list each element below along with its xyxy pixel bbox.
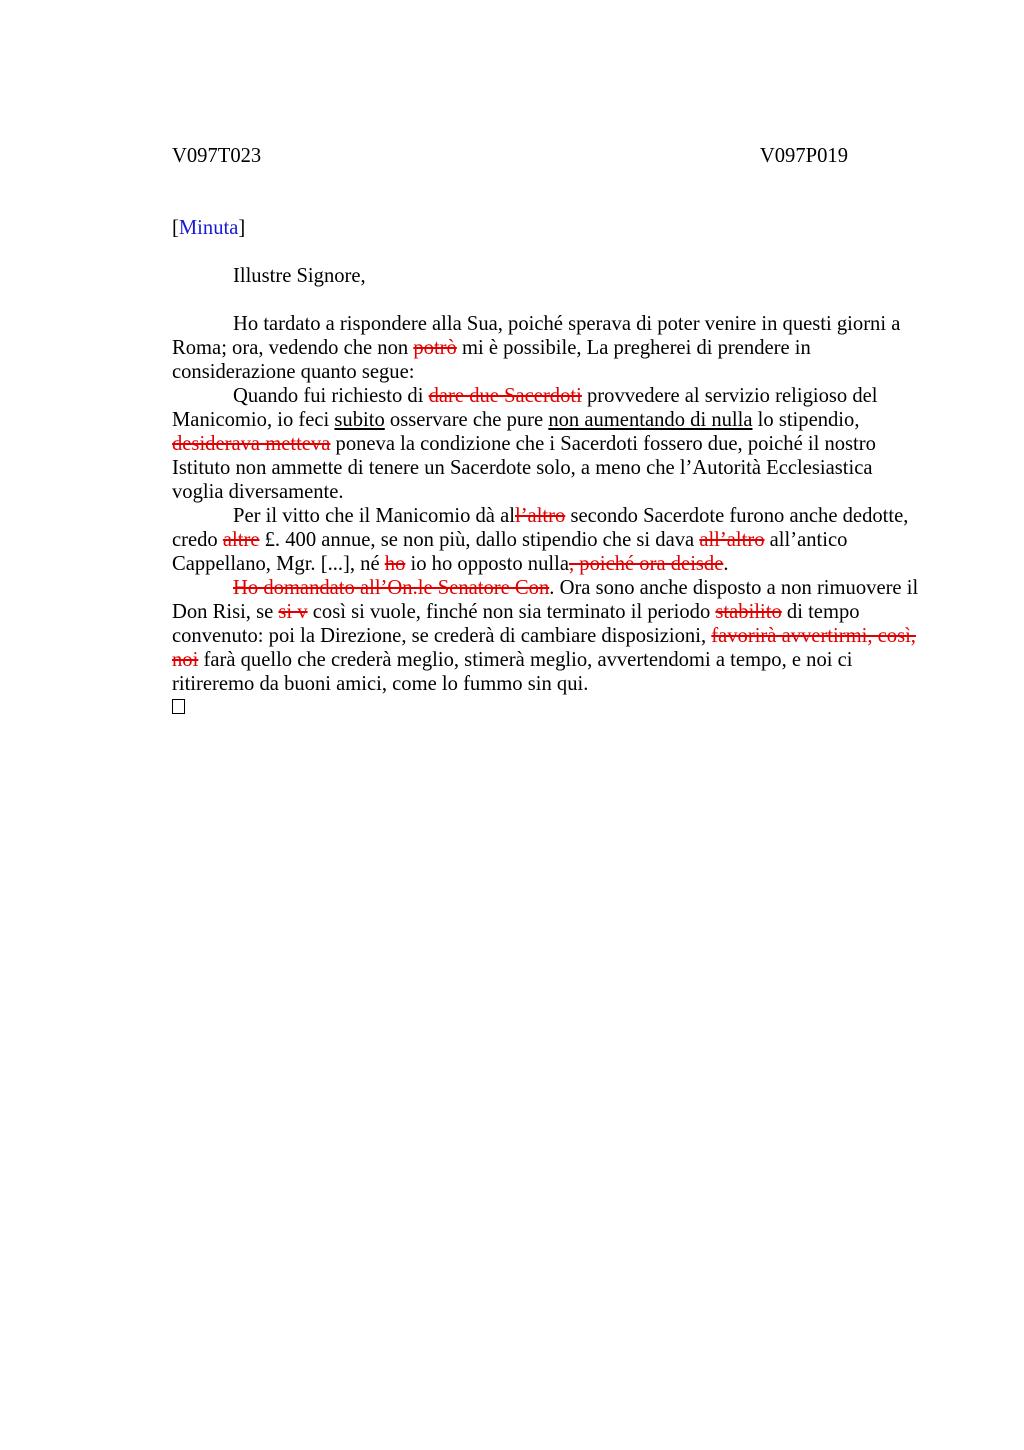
letter-line <box>172 624 920 648</box>
text-run: Don Risi, se <box>172 601 279 623</box>
deleted-text: Ho domandato all’On.le Senatore Con <box>233 577 550 599</box>
letter-line <box>172 384 920 408</box>
text-run: Manicomio, io feci <box>172 409 335 431</box>
text-run: . Ora sono anche disposto a non rimuovere il <box>549 577 919 599</box>
text-run: all’antico <box>764 529 848 551</box>
text-run: di tempo <box>781 601 860 623</box>
deleted-text: altre <box>222 529 260 551</box>
letter-line <box>172 480 920 504</box>
underlined-text: subito <box>334 409 385 431</box>
letter-line <box>172 528 920 552</box>
deleted-text: stabilito <box>715 601 782 623</box>
text-run: provvedere al servizio religioso del <box>581 385 878 407</box>
text-run: convenuto: poi la Direzione, se crederà di cambiare disposizioni, <box>172 625 712 647</box>
letter-line <box>172 576 920 600</box>
letter-body <box>172 312 920 720</box>
text-run: Ho tardato a rispondere alla Sua, poiché sperava di poter venire in questi giorni a <box>233 313 901 335</box>
text-run: io ho opposto nulla <box>405 553 569 575</box>
deleted-text: desiderava metteva <box>172 433 331 455</box>
document-code-right: V097P019 <box>759 145 848 167</box>
letter-line <box>172 672 920 696</box>
deleted-text: ho <box>384 553 406 575</box>
letter-line <box>172 648 920 672</box>
text-run: ritireremo da buoni amici, come lo fummo sin qui. <box>172 673 589 695</box>
letter-line <box>172 336 920 360</box>
missing-glyph-box-icon <box>172 699 185 714</box>
deleted-text: si v <box>278 601 308 623</box>
text-run: Istituto non ammette di tenere un Sacerdote solo, a meno che l’Autorità Ecclesiastica <box>172 457 873 479</box>
text-run: mi è possibile, La pregherei di prendere in <box>456 337 811 359</box>
letter-line <box>172 504 920 528</box>
text-run: credo <box>172 529 223 551</box>
minuta-label <box>172 216 920 240</box>
text-run: £. 400 annue, se non più, dallo stipendio che si dava <box>259 529 700 551</box>
deleted-text: , poiché ora deisde <box>568 553 724 575</box>
letter-line <box>172 456 920 480</box>
text-run: ] <box>238 217 246 239</box>
deleted-text: noi <box>172 649 199 671</box>
text-run: farà quello che crederà meglio, stimerà meglio, avvertendomi a tempo, e noi ci <box>198 649 853 671</box>
deleted-text: all’altro <box>699 529 765 551</box>
letter-line <box>172 408 920 432</box>
text-run: Cappellano, Mgr. [...], né <box>172 553 385 575</box>
letter-line <box>172 312 920 336</box>
letter-line <box>172 696 920 720</box>
letter-line <box>172 360 920 384</box>
deleted-text: potrò <box>413 337 457 359</box>
document-code-left: V097T023 <box>172 145 262 167</box>
text-run: considerazione quanto segue: <box>172 361 415 383</box>
underlined-text: non aumentando di nulla <box>548 409 753 431</box>
minuta-word: Minuta <box>178 217 239 239</box>
text-run: lo stipendio, <box>752 409 860 431</box>
letter-line <box>172 552 920 576</box>
page-header <box>172 144 920 168</box>
text-run: [ <box>172 217 179 239</box>
letter-line <box>172 600 920 624</box>
deleted-text: favorirà avvertirmi, così, <box>711 625 916 647</box>
text-run: voglia diversamente. <box>172 481 344 503</box>
text-run: poneva la condizione che i Sacerdoti fossero due, poiché il nostro <box>330 433 876 455</box>
deleted-text: dare due Sacerdoti <box>428 385 582 407</box>
text-run: . <box>723 553 729 575</box>
text-run: Roma; ora, vedendo che non <box>172 337 414 359</box>
text-run: osservare che pure <box>384 409 549 431</box>
text-run: Quando fui richiesto di <box>233 385 429 407</box>
deleted-text: l’altro <box>514 505 566 527</box>
text-run: secondo Sacerdote furono anche dedotte, <box>565 505 909 527</box>
text-run: così si vuole, finché non sia terminato il periodo <box>307 601 716 623</box>
salutation: Illustre Signore, <box>233 265 366 287</box>
letter-line <box>172 432 920 456</box>
text-run: Per il vitto che il Manicomio dà al <box>233 505 515 527</box>
